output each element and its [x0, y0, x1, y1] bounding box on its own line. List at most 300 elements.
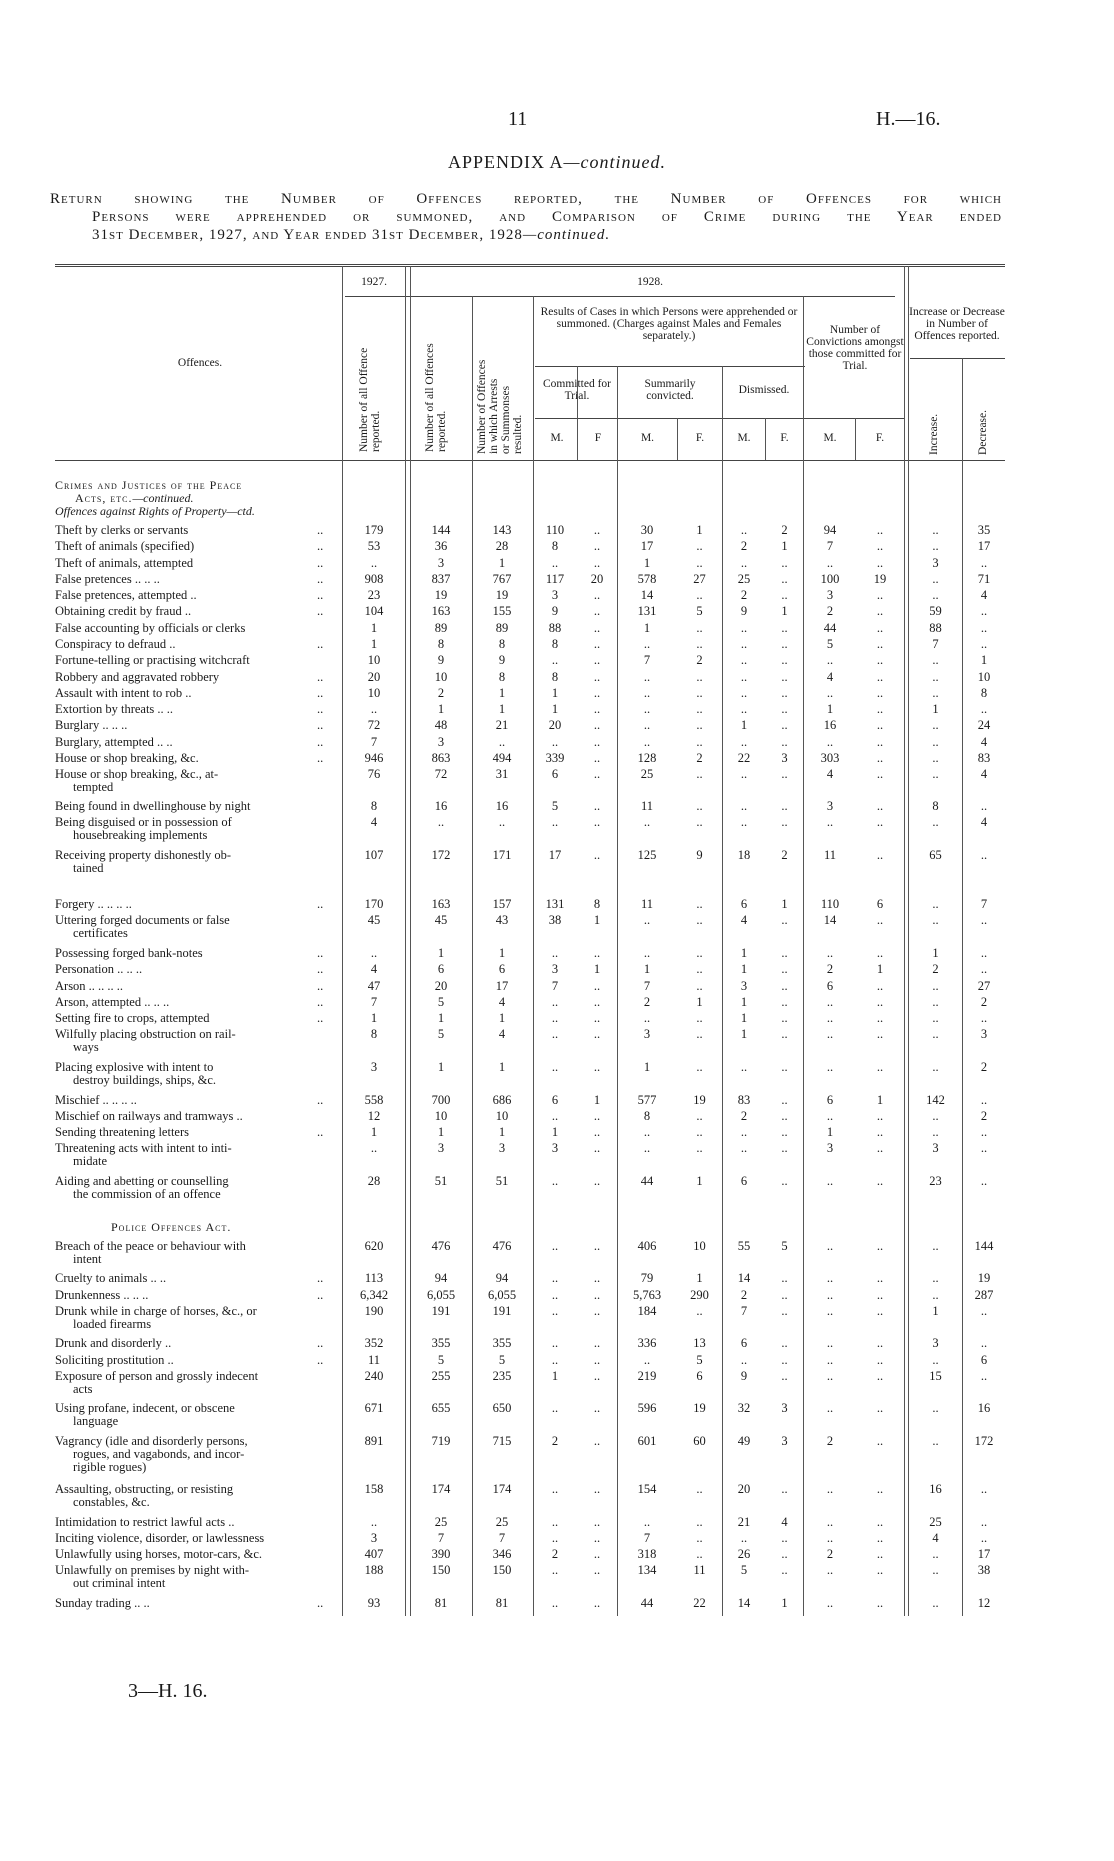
cell-increase: .. — [932, 1011, 939, 1025]
cell-all-1928: 7 — [437, 1531, 445, 1545]
cell-all-1927: 3 — [370, 1060, 378, 1074]
cell-committed-f: .. — [593, 1027, 601, 1041]
offence-name-continuation: the commission of an offence — [73, 1187, 221, 1201]
offence-name — [55, 687, 340, 700]
cell-summarily-m: .. — [643, 686, 651, 700]
title-line-3 — [50, 226, 1002, 244]
cell-committed-f: .. — [593, 1401, 601, 1415]
cell-all-1927: 53 — [367, 539, 381, 553]
offence-name-leader: .. — [317, 1011, 324, 1025]
cell-all-1927: .. — [370, 702, 378, 716]
cell-dismissed-f: .. — [781, 979, 788, 993]
cell-convictions-m: .. — [826, 995, 834, 1009]
cell-decrease: 83 — [977, 751, 991, 765]
cell-convictions-m: .. — [826, 1027, 834, 1041]
cell-increase: 23 — [929, 1174, 942, 1188]
cell-summarily-f: .. — [696, 962, 703, 976]
offence-name — [55, 589, 340, 602]
header-dismissed-f: F. — [780, 432, 789, 444]
cell-summarily-f: 290 — [690, 1288, 709, 1302]
cell-all-1927: 93 — [367, 1596, 381, 1610]
offence-name-line: House or shop breaking, &c. — [55, 751, 199, 765]
cell-committed-m: .. — [551, 735, 559, 749]
cell-all-1928: 174 — [431, 1482, 451, 1496]
offence-name — [55, 719, 340, 732]
cell-decrease: 4 — [980, 735, 988, 749]
cell-all-1927: 946 — [364, 751, 384, 765]
cell-summarily-f: 27 — [693, 572, 706, 586]
appendix-suffix: —continued. — [563, 152, 666, 172]
offence-name-line: Exposure of person and grossly indecent — [55, 1369, 259, 1383]
results-rule — [535, 366, 805, 367]
cell-all-1927: 72 — [367, 718, 381, 732]
cell-convictions-m: 110 — [820, 897, 840, 911]
offence-name — [55, 1126, 340, 1139]
cell-arrests: 174 — [492, 1482, 512, 1496]
cell-committed-m: 117 — [545, 572, 565, 586]
cell-dismissed-m: 32 — [737, 1401, 751, 1415]
cell-arrests: 51 — [495, 1174, 509, 1188]
title-line-3-suffix: —continued. — [522, 227, 611, 243]
cell-convictions-f: .. — [876, 767, 884, 781]
cell-committed-f: .. — [593, 539, 601, 553]
cell-decrease: .. — [980, 1011, 988, 1025]
cell-dismissed-m: 1 — [740, 718, 748, 732]
cell-arrests: 650 — [492, 1401, 512, 1415]
vline-1927 — [405, 266, 406, 1616]
cell-committed-f: .. — [593, 1125, 601, 1139]
cell-convictions-f: .. — [876, 848, 884, 862]
offence-name — [55, 980, 340, 993]
cell-all-1927: 240 — [364, 1369, 384, 1383]
cell-summarily-m: .. — [643, 670, 651, 684]
cell-convictions-m: .. — [826, 1369, 834, 1383]
offence-name-line: Drunk while in charge of horses, &c., or — [55, 1304, 257, 1318]
cell-dismissed-m: 9 — [740, 604, 748, 618]
cell-summarily-f: .. — [696, 946, 703, 960]
cell-dismissed-m: 1 — [740, 1011, 748, 1025]
offence-name-leader: .. — [317, 946, 324, 960]
cell-all-1928: 719 — [431, 1434, 451, 1448]
cell-increase: .. — [932, 1547, 939, 1561]
offence-name-leader: .. — [317, 1271, 324, 1285]
cell-committed-f: 8 — [593, 897, 601, 911]
offence-name-leader: .. — [317, 962, 324, 976]
cell-summarily-m: 14 — [640, 588, 654, 602]
cell-convictions-m: 6 — [826, 979, 834, 993]
cell-committed-f: 1 — [593, 1093, 601, 1107]
cell-all-1927: 352 — [364, 1336, 384, 1350]
cell-all-1927: 190 — [364, 1304, 384, 1318]
document-code: H.—16. — [876, 108, 941, 130]
offence-name — [55, 1061, 340, 1087]
cell-convictions-f: .. — [876, 621, 884, 635]
cell-summarily-m: .. — [643, 1011, 651, 1025]
offence-name-line: False pretences .. .. .. — [55, 572, 160, 586]
cell-decrease: .. — [980, 1141, 988, 1155]
cell-convictions-f: .. — [876, 718, 884, 732]
cell-increase: .. — [932, 979, 939, 993]
cell-committed-m: 131 — [545, 897, 565, 911]
cell-all-1928: 19 — [434, 588, 448, 602]
cell-increase: 3 — [932, 1141, 939, 1155]
cell-committed-f: .. — [593, 767, 601, 781]
cell-summarily-f: .. — [696, 979, 703, 993]
header-convictions-m: M. — [823, 432, 837, 444]
cell-dismissed-m: 14 — [737, 1271, 751, 1285]
offence-name — [55, 1240, 340, 1266]
cell-summarily-f: .. — [696, 1141, 703, 1155]
cell-increase: 2 — [932, 962, 939, 976]
cell-summarily-f: .. — [696, 588, 703, 602]
vline-dismissed — [803, 296, 804, 1616]
cell-arrests: 476 — [492, 1239, 512, 1253]
cell-committed-f: .. — [593, 1060, 601, 1074]
cell-all-1927: 113 — [364, 1271, 384, 1285]
cell-convictions-m: .. — [826, 1288, 834, 1302]
offence-name — [55, 1435, 340, 1474]
cell-summarily-m: 184 — [637, 1304, 657, 1318]
cell-committed-m: 8 — [551, 539, 559, 553]
cell-summarily-m: 131 — [637, 604, 657, 618]
cell-convictions-f: .. — [876, 1563, 884, 1577]
cell-summarily-f: .. — [696, 1531, 703, 1545]
cell-all-1927: 10 — [367, 686, 381, 700]
cell-arrests: 150 — [492, 1563, 512, 1577]
cell-all-1927: 45 — [367, 913, 381, 927]
cell-convictions-m: 11 — [823, 848, 837, 862]
offence-name-line: Receiving property dishonestly ob- — [55, 848, 232, 862]
cell-decrease: .. — [980, 962, 988, 976]
cell-all-1928: 89 — [434, 621, 448, 635]
cell-committed-m: 7 — [551, 979, 559, 993]
section-crimes-line-1: Crimes and Justices of the Peace — [55, 478, 243, 492]
cell-committed-f: .. — [593, 995, 601, 1009]
cell-committed-f: 20 — [590, 572, 604, 586]
cell-dismissed-f: 2 — [781, 848, 788, 862]
cell-all-1927: 188 — [364, 1563, 384, 1577]
cell-convictions-m: .. — [826, 1011, 834, 1025]
offence-name-continuation: ways — [73, 1040, 99, 1054]
cell-summarily-m: 11 — [640, 799, 654, 813]
offence-name-line: Burglary .. .. .. — [55, 718, 128, 732]
cell-committed-m: .. — [551, 1239, 559, 1253]
cell-dismissed-m: 18 — [737, 848, 751, 862]
cell-decrease: 7 — [980, 897, 988, 911]
cell-summarily-f: 9 — [696, 848, 703, 862]
cell-convictions-f: .. — [876, 1125, 884, 1139]
cell-decrease: .. — [980, 556, 988, 570]
header-dismissed: Dismissed. — [738, 384, 790, 396]
cell-convictions-m: 44 — [823, 621, 837, 635]
cell-dismissed-f: .. — [781, 1109, 788, 1123]
offence-name-leader: .. — [317, 735, 324, 749]
cell-convictions-m: .. — [826, 1271, 834, 1285]
offence-name — [55, 638, 340, 651]
cell-summarily-m: 1 — [643, 556, 651, 570]
offence-name-line: Setting fire to crops, attempted — [55, 1011, 210, 1025]
cell-committed-m: 6 — [551, 767, 559, 781]
cell-convictions-f: .. — [876, 523, 884, 537]
cell-increase: .. — [932, 1027, 939, 1041]
cell-summarily-m: 577 — [637, 1093, 657, 1107]
header-committed-m: M. — [550, 432, 564, 444]
offence-name — [55, 1142, 340, 1168]
offence-name — [55, 1272, 340, 1285]
year-rule — [345, 296, 895, 297]
cell-dismissed-f: 5 — [781, 1239, 788, 1253]
cell-convictions-m: 2 — [826, 1434, 834, 1448]
cell-arrests: 94 — [495, 1271, 509, 1285]
cell-committed-f: .. — [593, 556, 601, 570]
cell-increase: .. — [932, 539, 939, 553]
cell-summarily-f: 2 — [696, 653, 703, 667]
cell-summarily-m: 125 — [637, 848, 657, 862]
cell-all-1928: 3 — [437, 556, 445, 570]
cell-increase: .. — [932, 523, 939, 537]
cell-dismissed-m: .. — [740, 670, 748, 684]
top-rule — [55, 264, 1005, 265]
cell-summarily-m: 596 — [637, 1401, 657, 1415]
cell-summarily-m: .. — [643, 913, 651, 927]
cell-dismissed-f: .. — [781, 1288, 788, 1302]
cell-dismissed-m: 20 — [737, 1482, 751, 1496]
cell-arrests: 157 — [492, 897, 512, 911]
offence-name-leader: .. — [317, 897, 324, 911]
cell-dismissed-f: .. — [781, 1482, 788, 1496]
cell-summarily-m: 7 — [643, 979, 651, 993]
cell-arrests: 155 — [492, 604, 512, 618]
cell-arrests: 8 — [498, 637, 506, 651]
offence-name-continuation: housebreaking implements — [73, 828, 208, 842]
cell-all-1927: 8 — [370, 799, 378, 813]
cell-committed-m: .. — [551, 1401, 559, 1415]
offence-name-line: Arson, attempted .. .. .. — [55, 995, 170, 1009]
cell-convictions-f: .. — [876, 751, 884, 765]
cell-decrease: .. — [980, 799, 988, 813]
cell-summarily-m: 154 — [637, 1482, 657, 1496]
cell-increase: .. — [932, 897, 939, 911]
cell-dismissed-m: 22 — [737, 751, 751, 765]
offence-name — [55, 816, 340, 842]
cell-all-1927: 20 — [367, 670, 381, 684]
cell-committed-f: .. — [593, 1304, 601, 1318]
cell-dismissed-m: 49 — [737, 1434, 751, 1448]
cell-committed-m: 17 — [548, 848, 562, 862]
cell-dismissed-m: 5 — [740, 1563, 748, 1577]
cell-dismissed-f: .. — [781, 913, 788, 927]
offence-name — [55, 1337, 340, 1350]
offence-name-line: Soliciting prostitution .. — [55, 1353, 174, 1367]
cell-committed-m: .. — [551, 1174, 559, 1188]
cell-decrease: .. — [980, 702, 988, 716]
top-rule-2 — [55, 266, 1005, 267]
cell-summarily-m: 5,763 — [632, 1288, 662, 1302]
cell-all-1928: 81 — [434, 1596, 448, 1610]
offence-name-line: Cruelty to animals .. .. — [55, 1271, 167, 1285]
offence-name-line: Inciting violence, disorder, or lawlessness — [55, 1531, 265, 1545]
cell-all-1928: 10 — [434, 1109, 448, 1123]
offence-name-line: Breach of the peace or behaviour with — [55, 1239, 246, 1253]
cell-dismissed-f: .. — [781, 1141, 788, 1155]
offence-name — [55, 654, 340, 667]
cell-summarily-f: .. — [696, 1109, 703, 1123]
cell-dismissed-f: .. — [781, 962, 788, 976]
offence-name — [55, 622, 340, 635]
cell-dismissed-f: .. — [781, 815, 788, 829]
cell-convictions-f: .. — [876, 1011, 884, 1025]
cell-arrests: 1 — [498, 556, 506, 570]
cell-committed-f: .. — [593, 588, 601, 602]
cell-summarily-m: .. — [643, 702, 651, 716]
cell-summarily-m: 219 — [637, 1369, 657, 1383]
vline-arrests — [533, 296, 534, 1616]
cell-dismissed-f: 1 — [781, 897, 788, 911]
cell-summarily-m: 7 — [643, 1531, 651, 1545]
cell-arrests: 715 — [492, 1434, 512, 1448]
cell-all-1927: 12 — [367, 1109, 381, 1123]
offence-name — [55, 1370, 340, 1396]
cell-summarily-f: 1 — [696, 1174, 703, 1188]
cell-dismissed-f: .. — [781, 702, 788, 716]
cell-committed-f: .. — [593, 1336, 601, 1350]
cell-summarily-f: .. — [696, 1125, 703, 1139]
cell-convictions-m: .. — [826, 1353, 834, 1367]
cell-dismissed-m: 21 — [737, 1515, 751, 1529]
header-summarily: Summarily convicted. — [644, 378, 696, 402]
cell-arrests: 43 — [495, 913, 509, 927]
offence-name — [55, 1516, 340, 1529]
offence-name-leader: .. — [317, 686, 324, 700]
cell-convictions-f: .. — [876, 637, 884, 651]
cell-arrests: 494 — [492, 751, 512, 765]
offence-name — [55, 1564, 340, 1590]
offence-name-continuation: certificates — [73, 926, 128, 940]
cell-all-1928: 45 — [434, 913, 448, 927]
return-title — [50, 190, 1002, 244]
offence-name — [55, 1354, 340, 1367]
title-line-1: Return showing the Number of Offences reported, the Number of Offences for which — [50, 191, 1002, 207]
cell-convictions-f: 6 — [876, 897, 884, 911]
cell-summarily-f: .. — [696, 767, 703, 781]
cell-convictions-f: .. — [876, 913, 884, 927]
header-arrests-summonses: Number of Offences in which Arrests or Summonses resulted. — [476, 359, 524, 454]
offence-name — [55, 1094, 340, 1107]
cell-committed-m: .. — [551, 1027, 559, 1041]
cell-convictions-m: .. — [826, 735, 834, 749]
cell-increase: .. — [932, 751, 939, 765]
cell-convictions-f: .. — [876, 815, 884, 829]
cell-increase: .. — [932, 1271, 939, 1285]
cell-committed-m: 2 — [551, 1547, 559, 1561]
cell-arrests: 1 — [498, 1125, 506, 1139]
cell-dismissed-m: .. — [740, 653, 748, 667]
cell-convictions-f: .. — [876, 1547, 884, 1561]
cell-convictions-f: .. — [876, 604, 884, 618]
cell-convictions-f: .. — [876, 1401, 884, 1415]
offence-name — [55, 800, 340, 813]
cell-all-1928: 72 — [434, 767, 448, 781]
cell-all-1927: 11 — [367, 1353, 381, 1367]
cell-summarily-f: .. — [696, 556, 703, 570]
offence-name-continuation: intent — [73, 1252, 102, 1266]
cell-all-1927: 1 — [370, 637, 378, 651]
cell-dismissed-m: .. — [740, 556, 748, 570]
cell-all-1927: 76 — [367, 767, 381, 781]
cell-increase: .. — [932, 1239, 939, 1253]
cell-summarily-f: .. — [696, 1060, 703, 1074]
cell-dismissed-f: .. — [781, 1060, 788, 1074]
cell-decrease: .. — [980, 1174, 988, 1188]
offence-name-line: Sending threatening letters — [55, 1125, 189, 1139]
cell-increase: .. — [932, 686, 939, 700]
cell-summarily-m: .. — [643, 718, 651, 732]
cell-committed-f: .. — [593, 735, 601, 749]
offence-name-line: Theft by clerks or servants — [55, 523, 189, 537]
cell-decrease: 19 — [977, 1271, 991, 1285]
cell-convictions-m: 2 — [826, 962, 834, 976]
cell-dismissed-f: 1 — [781, 1596, 788, 1610]
cell-convictions-f: .. — [876, 588, 884, 602]
offence-name-leader: .. — [317, 1093, 324, 1107]
header-year-1928: 1928. — [637, 276, 663, 288]
cell-all-1927: 1 — [370, 1125, 378, 1139]
offence-name-leader: .. — [317, 1353, 324, 1367]
cell-committed-f: 1 — [593, 962, 601, 976]
cell-convictions-m: .. — [826, 1531, 834, 1545]
cell-arrests: 346 — [492, 1547, 512, 1561]
cell-dismissed-f: .. — [781, 1093, 788, 1107]
cell-convictions-f: .. — [876, 1336, 884, 1350]
cell-convictions-f: .. — [876, 556, 884, 570]
cell-summarily-m: 128 — [637, 751, 657, 765]
offence-name-line: Being disguised or in possession of — [55, 815, 232, 829]
cell-decrease: 2 — [980, 995, 988, 1009]
cell-decrease: 1 — [980, 653, 988, 667]
offence-name — [55, 1305, 340, 1331]
cell-all-1927: 107 — [364, 848, 384, 862]
cell-committed-m: 38 — [548, 913, 562, 927]
offence-name-leader: .. — [317, 604, 324, 618]
cell-arrests: .. — [498, 735, 506, 749]
cell-increase: .. — [932, 1563, 939, 1577]
cell-convictions-m: 3 — [826, 1141, 834, 1155]
cell-committed-m: .. — [551, 1596, 559, 1610]
cell-summarily-m: 30 — [640, 523, 654, 537]
cell-summarily-f: 6 — [696, 1369, 703, 1383]
cell-convictions-m: .. — [826, 1401, 834, 1415]
cell-dismissed-m: 9 — [740, 1369, 748, 1383]
cell-committed-m: 8 — [551, 670, 559, 684]
cell-arrests: 31 — [495, 767, 509, 781]
cell-dismissed-f: .. — [781, 1027, 788, 1041]
cell-all-1928: 48 — [434, 718, 448, 732]
offence-name-continuation: constables, &c. — [73, 1495, 150, 1509]
cell-all-1927: 908 — [364, 572, 384, 586]
cell-increase: .. — [932, 1434, 939, 1448]
offence-name — [55, 1402, 340, 1428]
cell-convictions-f: .. — [876, 799, 884, 813]
cell-all-1928: 163 — [431, 897, 451, 911]
cell-committed-m: 5 — [551, 799, 559, 813]
cell-increase: 1 — [932, 702, 939, 716]
cell-summarily-f: 1 — [696, 1271, 703, 1285]
cell-all-1927: 28 — [367, 1174, 381, 1188]
cell-summarily-m: .. — [643, 1141, 651, 1155]
cell-convictions-m: .. — [826, 946, 834, 960]
cell-convictions-f: .. — [876, 1434, 884, 1448]
cell-summarily-m: 2 — [643, 995, 651, 1009]
